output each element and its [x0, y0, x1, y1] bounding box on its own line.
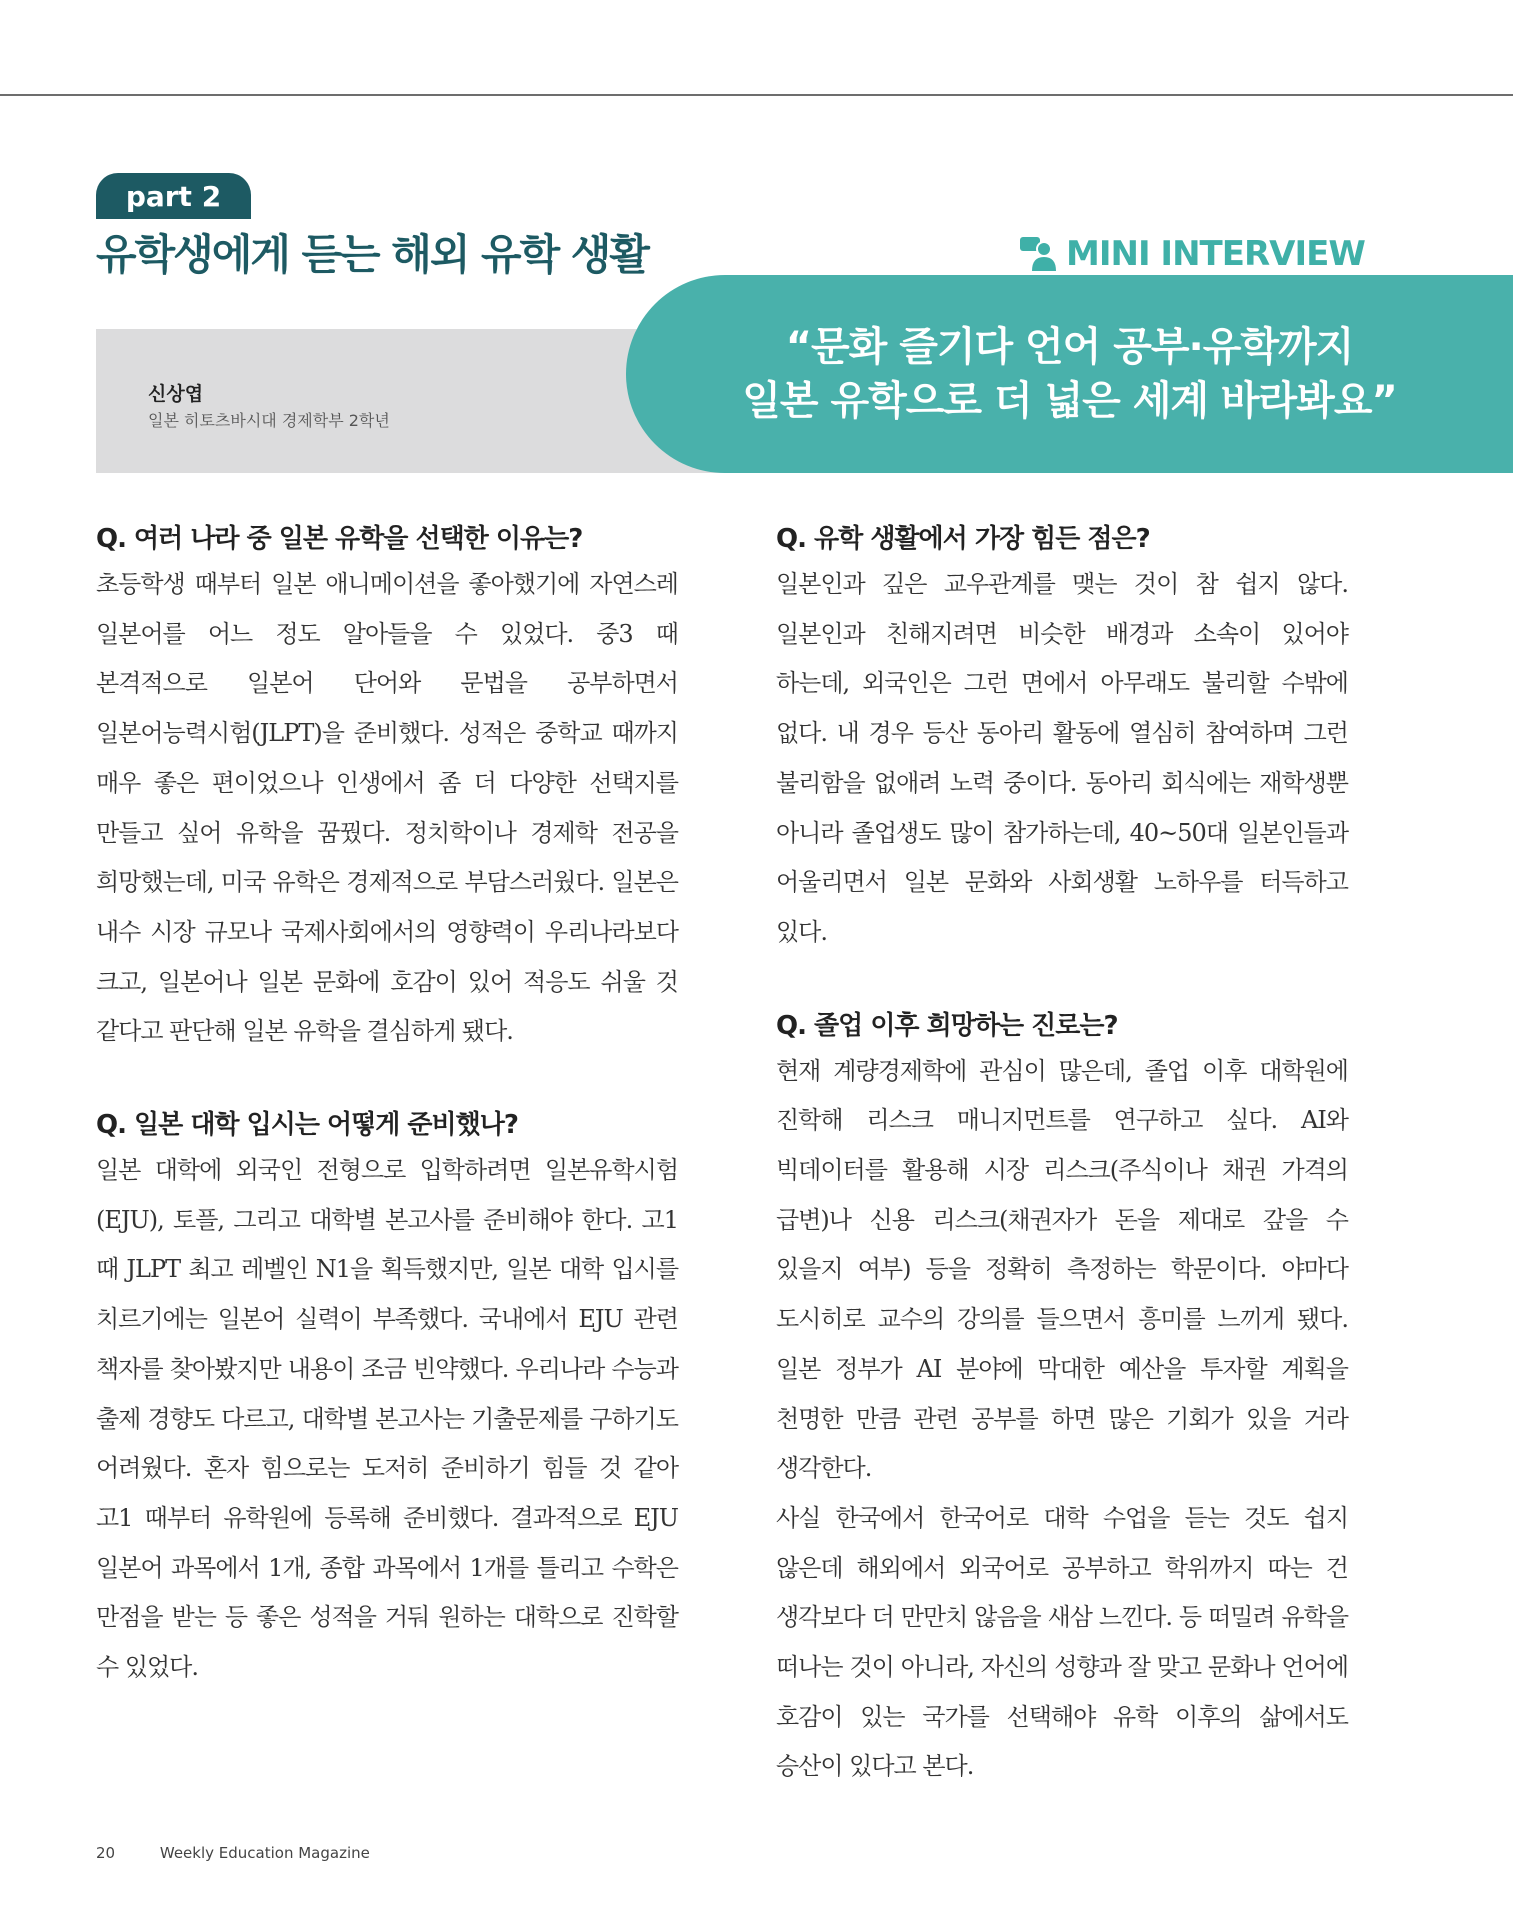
page-number: 20: [96, 1844, 116, 1862]
answer-paragraph: 초등학생 때부터 일본 애니메이션을 좋아했기에 자연스레 일본어를 어느 정도 알아들을 수 있었다. 중3 때 본격적으로 일본어 단어와 문법을 공부하면서 일본어능력시험(JLPT)을 준비했다. 성적은 중학교 때까지 매우 좋은 편이었으나 인생에서 좀 더 다양한 선택지를 만들고 싶어 유학을 꿈꿨다. 정치학이나 경제학 전공을 희망했는데, 미국 유학은 경제적으로 부담스러웠다. 일본은 내수 시장 규모나 국제사회에서의 영향력이 우리나라보다 크고, 일본어나 일본 문화에 호감이 있어 적응도 쉬울 것 같다고 판단해 일본 유학을 결심하게 됐다.: [96, 570, 678, 1046]
answer-paragraph: 사실 한국에서 한국어로 대학 수업을 듣는 것도 쉽지 않은데 해외에서 외국어로 공부하고 학위까지 따는 건 생각보다 더 만만치 않음을 새삼 느낀다. 등 떠밀려 유학을 떠나는 것이 아니라, 자신의 성향과 잘 맞고 문화나 언어에 호감이 있는 국가를 선택해야 유학 이후의 삶에서도 승산이 있다고 본다.: [776, 1503, 1348, 1781]
answer-paragraph: 일본 대학에 외국인 전형으로 입학하려면 일본유학시험(EJU), 토플, 그리고 대학별 본고사를 준비해야 한다. 고1 때 JLPT 최고 레벨인 N1을 획득했지만, 일본 대학 입시를 치르기에는 일본어 실력이 부족했다. 국내에서 EJU 관련 책자를 찾아봤지만 내용이 조금 빈약했다. 우리나라 수능과 출제 경향도 다르고, 대학별 본고사는 기출문제를 구하기도 어려웠다. 혼자 힘으로는 도저히 준비하기 힘들 것 같아 고1 때부터 유학원에 등록해 준비했다. 결과적으로 EJU 일본어 과목에서 1개, 종합 과목에서 1개를 틀리고 수학은 만점을 받는 등 좋은 성적을 거둬 원하는 대학으로 진학할 수 있었다.: [96, 1156, 678, 1682]
page-footer: [96, 1844, 370, 1862]
quote-line-2: 일본 유학으로 더 넓은 세계 바라봐요”: [742, 378, 1397, 424]
left-column: [96, 518, 678, 1693]
question-heading: Q. 졸업 이후 희망하는 진로는?: [776, 1010, 1118, 1041]
question-heading: Q. 여러 나라 중 일본 유학을 선택한 이유는?: [96, 524, 583, 554]
headline-quote: [626, 275, 1513, 473]
magazine-name: Weekly Education Magazine: [159, 1844, 370, 1862]
interviewee-name: 신상엽: [148, 383, 204, 405]
question-heading: Q. 일본 대학 입시는 어떻게 준비했나?: [96, 1110, 518, 1141]
mini-interview-text: MINI INTERVIEW: [1066, 234, 1365, 274]
answer-paragraph: 일본인과 깊은 교우관계를 맺는 것이 참 쉽지 않다. 일본인과 친해지려면 비슷한 배경과 소속이 있어야 하는데, 외국인은 그런 면에서 아무래도 불리할 수밖에 없다. 내 경우 등산 동아리 활동에 열심히 참여하며 그런 불리함을 없애려 노력 중이다. 동아리 회식에는 재학생뿐 아니라 졸업생도 많이 참가하는데, 40~50대 일본인들과 어울리면서 일본 문화와 사회생활 노하우를 터득하고 있다.: [776, 570, 1348, 946]
quote-line-1: “문화 즐기다 언어 공부·유학까지: [785, 324, 1354, 370]
mini-interview-label: [1020, 234, 1365, 274]
section-title: 유학생에게 듣는 해외 유학 생활: [96, 230, 648, 279]
answer-paragraph: 현재 계량경제학에 관심이 많은데, 졸업 이후 대학원에 진학해 리스크 매니지먼트를 연구하고 싶다. AI와 빅데이터를 활용해 시장 리스크(주식이나 채권 가격의 급변)나 신용 리스크(채권자가 돈을 제대로 갚을 수 있을지 여부) 등을 정확히 측정하는 학문이다. 야마다 도시히로 교수의 강의를 들으면서 흥미를 느끼게 됐다. 일본 정부가 AI 분야에 막대한 예산을 투자할 계획을 천명한 만큼 관련 공부를 하면 많은 기회가 있을 거라 생각한다.: [776, 1056, 1348, 1483]
right-column: [776, 518, 1348, 1792]
interviewee-affiliation: 일본 히토츠바시대 경제학부 2학년: [148, 411, 390, 430]
part-badge: part 2: [96, 173, 251, 219]
question-heading: Q. 유학 생활에서 가장 힘든 점은?: [776, 524, 1150, 554]
top-rule: [0, 94, 1513, 96]
interview-person-icon: [1020, 237, 1056, 271]
